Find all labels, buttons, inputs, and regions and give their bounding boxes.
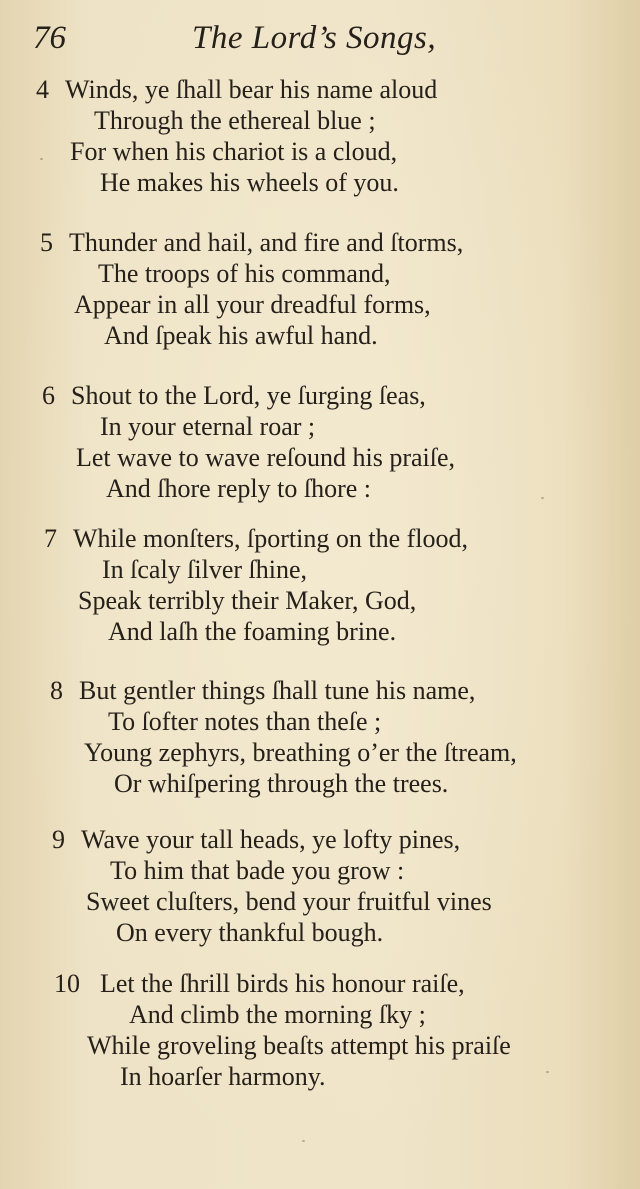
verse-text: Shout to the Lord, ye ſurging ſeas, <box>71 381 426 410</box>
verse-text: Let the ſhrill birds his honour raiſe, <box>100 969 465 998</box>
stanza-number: 5 <box>40 228 53 257</box>
stanza-number: 6 <box>42 381 55 410</box>
stanza-number: 9 <box>52 825 65 854</box>
page-number: 76 <box>33 20 66 56</box>
paper-speck <box>541 497 544 499</box>
stanza-number: 7 <box>44 524 57 553</box>
verse-text: And ſhore reply to ſhore : <box>106 474 371 503</box>
verse-text: In ſcaly ſilver ſhine, <box>102 555 308 584</box>
verse-text: Speak terribly their Maker, God, <box>78 586 417 615</box>
stanza-number: 10 <box>54 969 80 998</box>
verse-text: Let wave to wave reſound his praiſe, <box>76 443 456 472</box>
paper-speck <box>40 158 43 160</box>
verse-text: Or whiſpering through the trees. <box>114 769 449 798</box>
verse-text: He makes his wheels of you. <box>100 168 399 197</box>
verse-text: To ſofter notes than theſe ; <box>108 707 382 736</box>
verse-text: For when his chariot is a cloud, <box>70 137 398 166</box>
verse-text: Winds, ye ſhall bear his name aloud <box>65 75 438 104</box>
page-header <box>0 18 640 58</box>
stanza-number: 4 <box>36 75 49 104</box>
verse-text: Appear in all your dreadful forms, <box>74 290 431 319</box>
verse-text: Young zephyrs, breathing o’er the ſtream, <box>84 738 517 767</box>
verse-text: But gentler things ſhall tune his name, <box>79 676 476 705</box>
verse-text: And climb the morning ſky ; <box>129 1000 426 1029</box>
verse-text: While groveling beaſts attempt his praiſe <box>87 1031 511 1060</box>
verse-text: On every thankful bough. <box>116 918 384 947</box>
stanza-number: 8 <box>50 676 63 705</box>
paper-speck <box>546 1071 549 1073</box>
verse-text: And laſh the foaming brine. <box>108 617 397 646</box>
verse-text: The troops of his command, <box>98 259 391 288</box>
verse-text: In your eternal roar ; <box>100 412 316 441</box>
verse-text: To him that bade you grow : <box>110 856 405 885</box>
running-head: The Lord’s Songs, <box>192 20 437 56</box>
paper-speck <box>302 1140 305 1142</box>
verse-text: Wave your tall heads, ye lofty pines, <box>81 825 461 854</box>
verse-text: And ſpeak his awful hand. <box>104 321 378 350</box>
verse-text: Sweet cluſters, bend your fruitful vines <box>86 887 492 916</box>
verse-text: Through the ethereal blue ; <box>94 106 376 135</box>
verse-text: Thunder and hail, and fire and ſtorms, <box>69 228 464 257</box>
verse-text: In hoarſer harmony. <box>120 1062 326 1091</box>
verse-text: While monſters, ſporting on the flood, <box>73 524 468 553</box>
